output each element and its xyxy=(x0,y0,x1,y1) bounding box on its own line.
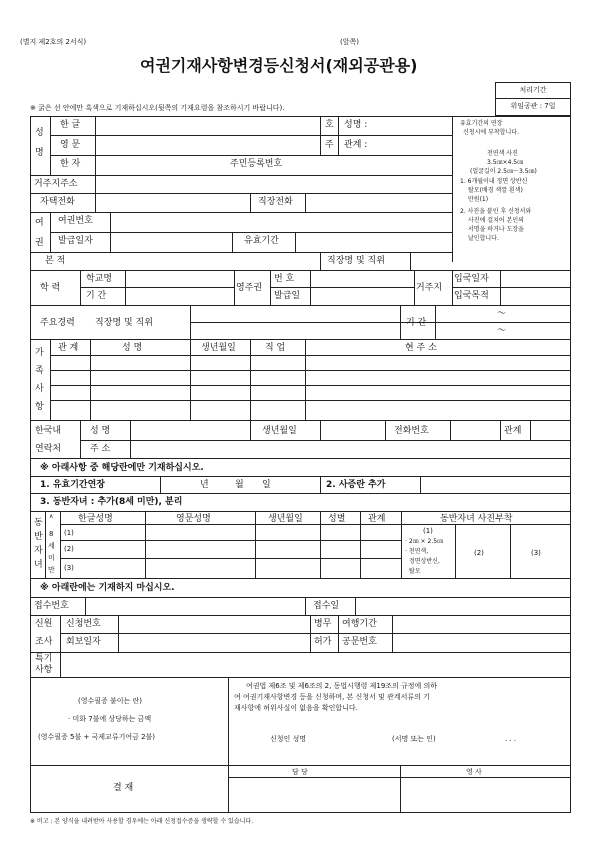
permit-number-label: 번 호 xyxy=(274,274,295,284)
inquiry-label-2: 조사 xyxy=(35,637,53,647)
inquiry-label-1: 신원 xyxy=(35,619,53,629)
child-photo-note-2: · 천연색, xyxy=(405,548,429,555)
photo-text-2: 신청시에 부착합니다. xyxy=(463,129,519,136)
photo-text-11: 사진에 걸치어 본인의 xyxy=(468,217,524,224)
office-notice: ※ 아래란에는 기재하지 마십시오. xyxy=(40,583,175,593)
reply-date-label: 회보일자 xyxy=(66,637,101,647)
military-label: 병무 xyxy=(314,619,332,629)
work-phone-field[interactable] xyxy=(306,195,450,210)
child-birth-header: 생년월일 xyxy=(268,514,303,524)
school-name-label: 학교명 xyxy=(86,274,113,284)
photo-text-8: 탈모(배경 색깔 흰색) xyxy=(468,187,523,194)
footer-note: ※ 비고 : 본 양식을 내려받아 사용할 경우에는 아래 신청접수증을 생략할 수 있습니다. xyxy=(30,818,254,825)
origin-field[interactable] xyxy=(96,254,318,268)
career-job-field-2[interactable] xyxy=(192,324,398,338)
householder-name-label: 성명 : xyxy=(344,120,368,130)
hangul-name-field[interactable] xyxy=(96,118,318,134)
children-section-4: 녀 xyxy=(34,560,43,570)
under8-1: ∧ xyxy=(49,513,54,520)
under8-3: 세 xyxy=(48,542,55,550)
issue-date-field[interactable] xyxy=(111,234,230,250)
family-section-1: 가 xyxy=(35,348,44,358)
declaration-line-1: 여권법 제6조 및 제6조의 2, 동법시행령 제19조의 규정에 의하 xyxy=(246,682,438,690)
career-label: 주요경력 xyxy=(40,318,75,328)
signer-label: 신청인 성명 xyxy=(270,735,307,743)
child-row-3: (3) xyxy=(64,564,74,572)
date-dots: . . . xyxy=(505,735,517,743)
overseas-residence-label: 거주지 xyxy=(416,283,443,293)
family-name-header: 성 명 xyxy=(122,343,143,353)
residence-field[interactable] xyxy=(96,177,450,192)
family-section-4: 항 xyxy=(35,402,44,412)
career-period-label: 기 간 xyxy=(406,318,427,328)
contact-phone-label: 전화번호 xyxy=(394,426,429,436)
career-job-field-1[interactable] xyxy=(192,307,398,321)
name-section-label-2: 명 xyxy=(35,148,44,158)
child-photo-2: (2) xyxy=(474,549,484,557)
career-tilde-2: ～ xyxy=(497,326,507,336)
consul-label: 영 사 xyxy=(466,768,482,776)
origin-job-label: 직장명 및 직위 xyxy=(327,256,385,266)
contact-birth-field[interactable] xyxy=(322,422,383,438)
contact-address-label: 주 소 xyxy=(90,444,111,454)
photo-text-12: 서명을 하거나 도장을 xyxy=(468,226,524,233)
contact-name-label: 성 명 xyxy=(90,426,111,436)
school-name-field[interactable] xyxy=(126,272,232,286)
child-photo-note-4: 탈모 xyxy=(409,568,421,575)
child-photo-note-3: 정면상반신, xyxy=(409,558,440,565)
child-photo-header: 동반자녀 사진부착 xyxy=(440,514,513,524)
stamp-amount: · 미화 7불에 상당하는 금액 xyxy=(68,715,152,723)
family-job-header: 직 업 xyxy=(265,343,286,353)
child-photo-note-1: · 2㎝ × 2.5㎝ xyxy=(405,538,444,545)
photo-text-5: 3.5㎝×4.5㎝ xyxy=(487,159,524,166)
contact-address-field[interactable] xyxy=(132,442,569,456)
entry-date-field[interactable] xyxy=(501,272,569,286)
form-reference: (별지 제2호의 2서식) xyxy=(20,38,87,46)
consul-sign-box[interactable] xyxy=(402,779,569,811)
photo-text-10: 2. 사진을 붙인 후 신청서와 xyxy=(460,208,532,215)
family-section-3: 사 xyxy=(35,384,44,394)
permit-label: 영주권 xyxy=(236,283,263,293)
permit-number-field[interactable] xyxy=(311,272,412,286)
hanja-name-label: 한 자 xyxy=(60,159,81,169)
origin-job-field[interactable] xyxy=(412,254,569,268)
declaration-line-2: 여 여권기재사항변경 등을 신청하며, 본 신청서 및 관계서류의 기 xyxy=(234,693,430,701)
photo-text-7: 1. 6개월이내 정면 상반신 xyxy=(460,178,528,185)
officer-in-charge-label: 담 당 xyxy=(292,768,308,776)
rrn-field[interactable] xyxy=(310,157,450,173)
visa-page-option: 2. 사증란 추가 xyxy=(326,480,386,490)
child-photo-3: (3) xyxy=(531,549,541,557)
passport-number-label: 여권번호 xyxy=(58,216,93,226)
hanja-name-field[interactable] xyxy=(96,157,226,173)
householder-relation-label: 관계 : xyxy=(344,140,368,150)
officer-sign-box[interactable] xyxy=(230,779,398,811)
child-row-2: (2) xyxy=(64,545,74,553)
career-tilde-1: ～ xyxy=(497,309,507,319)
contact-relation-field[interactable] xyxy=(532,422,569,438)
extension-option: 1. 유효기간연장 xyxy=(40,480,105,490)
applicable-notice: ※ 아래사항 중 해당란에만 기재하십시오. xyxy=(40,463,204,473)
residence-label: 거주지주소 xyxy=(34,179,78,189)
page-title: 여권기재사항변경등신청서(재외공관용) xyxy=(140,56,418,75)
home-phone-label: 자택전화 xyxy=(40,197,75,207)
children-section-1: 동 xyxy=(34,518,43,528)
issue-date-label: 발급일자 xyxy=(58,236,93,246)
stamp-breakdown: (영수필증 5불 + 국제교류기여금 2불) xyxy=(38,733,156,741)
travel-period-label: 여행기간 xyxy=(342,619,377,629)
family-relation-header: 관 계 xyxy=(58,343,79,353)
permit-office-label: 허가 xyxy=(314,637,332,647)
processing-label: 처리기간 xyxy=(519,86,547,94)
entry-purpose-label: 입국목적 xyxy=(454,291,489,301)
under8-4: 미 xyxy=(48,554,55,562)
passport-number-field[interactable] xyxy=(111,214,450,230)
validity-label: 유효기간 xyxy=(244,236,279,246)
photo-text-9: 만원(1) xyxy=(468,196,489,203)
english-name-field[interactable] xyxy=(96,137,318,153)
declaration-line-3: 재사항에 허위사실이 없음을 확인합니다. xyxy=(234,704,358,712)
school-period-label: 기 간 xyxy=(86,291,107,301)
children-option: 3. 동반자녀 : 추가(8세 미만), 분리 xyxy=(40,497,183,507)
under8-2: 8 xyxy=(49,530,54,538)
year-label: 년 xyxy=(200,480,209,490)
education-label: 학 력 xyxy=(40,283,61,293)
stamp-area-label: (영수필증 붙이는 란) xyxy=(78,697,143,705)
receipt-number-label: 접수번호 xyxy=(34,601,69,611)
official-number-label: 공문번호 xyxy=(342,637,377,647)
request-number-label: 신청번호 xyxy=(66,619,101,629)
photo-text-6: (얼굴길이 2.5㎝～3.5㎝) xyxy=(470,168,537,175)
signer-name-field[interactable] xyxy=(322,731,386,747)
visa-page-field[interactable] xyxy=(422,478,569,491)
contact-birth-label: 생년월일 xyxy=(262,426,297,436)
school-period-field[interactable] xyxy=(126,289,232,303)
photo-text-4: 천연색 사진 xyxy=(487,150,518,157)
hangul-name-label: 한 글 xyxy=(60,120,81,130)
receipt-date-label: 접수일 xyxy=(313,601,340,611)
month-label: 월 xyxy=(235,480,244,490)
photo-text-1: 유효기간의 연장 xyxy=(460,120,503,127)
contact-phone-field[interactable] xyxy=(452,422,498,438)
permit-issue-field[interactable] xyxy=(311,289,412,303)
family-section-2: 족 xyxy=(35,366,44,376)
child-row-1: (1) xyxy=(64,529,74,537)
approval-label: 결 재 xyxy=(113,783,134,793)
child-relation-header: 관계 xyxy=(368,514,386,524)
child-photo-1: (1) xyxy=(423,527,433,535)
contact-name-field[interactable] xyxy=(132,422,248,438)
special-notes-1: 특기 xyxy=(35,654,53,664)
day-label: 일 xyxy=(262,480,271,490)
permit-issue-label: 발급일 xyxy=(274,291,301,301)
contact-relation-label: 관계 xyxy=(504,426,522,436)
signature-label: (서명 또는 인) xyxy=(392,735,436,743)
special-notes-2: 사항 xyxy=(35,665,53,675)
householder-label-2: 주 xyxy=(325,140,334,150)
passport-section-1: 여 xyxy=(35,218,44,228)
home-phone-field[interactable] xyxy=(96,195,248,210)
children-section-2: 반 xyxy=(34,532,43,542)
front-label: (앞쪽) xyxy=(340,38,359,46)
entry-purpose-field[interactable] xyxy=(501,289,569,303)
family-birth-header: 생년월일 xyxy=(201,343,236,353)
instruction-notice: ※ 굵은 선 안에만 흑색으로 기재하십시오(뒷쪽의 기재요령을 참조하시기 바랍니다). xyxy=(30,104,285,112)
validity-field[interactable] xyxy=(296,234,450,250)
child-sex-header: 성별 xyxy=(328,514,346,524)
child-hangul-header: 한글성명 xyxy=(78,514,113,524)
origin-label: 본 적 xyxy=(45,256,66,266)
under8-5: 만 xyxy=(48,566,55,574)
children-section-3: 자 xyxy=(34,546,43,556)
work-phone-label: 직장전화 xyxy=(258,197,293,207)
contact-section-2: 연락처 xyxy=(35,444,62,454)
entry-date-label: 입국일자 xyxy=(454,274,489,284)
name-section-label-1: 성 xyxy=(35,128,44,138)
householder-label-1: 호 xyxy=(325,120,334,130)
career-job-label: 직장명 및 직위 xyxy=(95,318,153,328)
child-english-header: 영문성명 xyxy=(176,514,211,524)
rrn-label: 주민등록번호 xyxy=(230,159,283,169)
passport-section-2: 권 xyxy=(35,238,44,248)
processing-value: 위임공관 : 7일 xyxy=(510,102,556,110)
family-address-header: 현 주 소 xyxy=(405,343,437,353)
contact-section-1: 한국내 xyxy=(35,426,62,436)
photo-text-13: 날인합니다. xyxy=(468,235,499,242)
english-name-label: 영 문 xyxy=(60,140,81,150)
